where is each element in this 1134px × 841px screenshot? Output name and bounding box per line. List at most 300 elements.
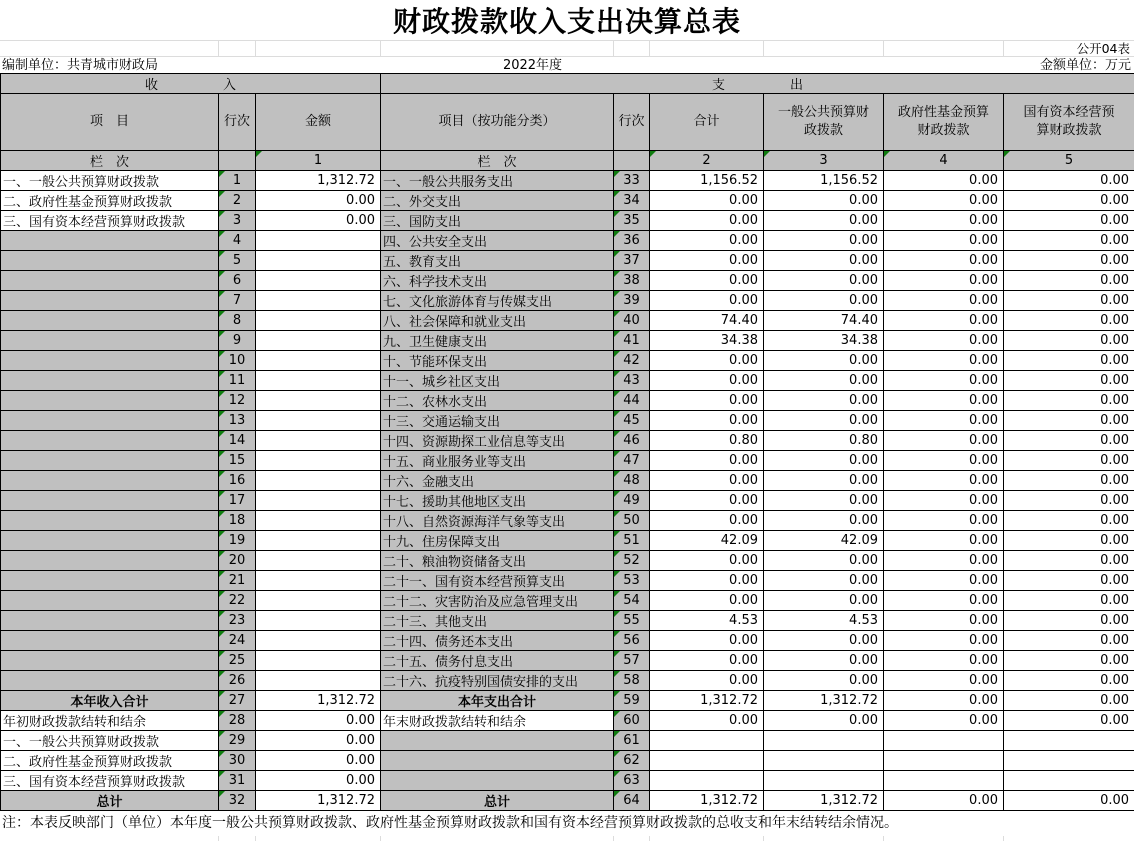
expenditure-total-cell[interactable]: 0.00 <box>650 591 764 611</box>
income-amount-cell[interactable] <box>256 471 381 491</box>
expenditure-govfund-cell[interactable]: 0.00 <box>884 191 1004 211</box>
expenditure-item-cell[interactable]: 总计 <box>381 791 614 811</box>
expenditure-statecap-cell[interactable]: 0.00 <box>1004 291 1134 311</box>
expenditure-total-cell[interactable]: 0.00 <box>650 251 764 271</box>
expenditure-total-cell[interactable]: 0.00 <box>650 191 764 211</box>
expenditure-govfund-cell[interactable]: 0.00 <box>884 491 1004 511</box>
income-amount-cell[interactable] <box>256 491 381 511</box>
income-line-cell[interactable]: 11 <box>219 371 256 391</box>
expenditure-item-cell[interactable]: 一、一般公共服务支出 <box>381 171 614 191</box>
income-amount-cell[interactable] <box>256 671 381 691</box>
income-amount-cell[interactable] <box>256 631 381 651</box>
expenditure-general-cell[interactable]: 0.00 <box>764 651 884 671</box>
income-item-cell[interactable] <box>1 311 219 331</box>
expenditure-govfund-cell[interactable]: 0.00 <box>884 651 1004 671</box>
expenditure-general-cell[interactable]: 0.00 <box>764 191 884 211</box>
income-item-cell[interactable] <box>1 331 219 351</box>
expenditure-general-cell[interactable]: 1,312.72 <box>764 791 884 811</box>
income-amount-cell[interactable] <box>256 571 381 591</box>
expenditure-line-cell[interactable]: 59 <box>614 691 650 711</box>
expenditure-item-cell[interactable]: 七、文化旅游体育与传媒支出 <box>381 291 614 311</box>
expenditure-govfund-cell[interactable]: 0.00 <box>884 231 1004 251</box>
expenditure-govfund-cell[interactable]: 0.00 <box>884 391 1004 411</box>
income-line-cell[interactable]: 12 <box>219 391 256 411</box>
expenditure-govfund-cell[interactable]: 0.00 <box>884 411 1004 431</box>
expenditure-govfund-cell[interactable]: 0.00 <box>884 371 1004 391</box>
expenditure-item-cell[interactable]: 二十、粮油物资储备支出 <box>381 551 614 571</box>
expenditure-column-4[interactable]: 4 <box>884 151 1004 171</box>
expenditure-general-cell[interactable]: 34.38 <box>764 331 884 351</box>
expenditure-line-cell[interactable]: 35 <box>614 211 650 231</box>
income-line-cell[interactable]: 6 <box>219 271 256 291</box>
expenditure-statecap-cell[interactable]: 0.00 <box>1004 671 1134 691</box>
expenditure-item-header[interactable]: 项目（按功能分类） <box>381 94 614 151</box>
income-item-cell[interactable] <box>1 291 219 311</box>
income-line-cell[interactable]: 16 <box>219 471 256 491</box>
expenditure-statecap-cell[interactable]: 0.00 <box>1004 611 1134 631</box>
income-amount-cell[interactable]: 1,312.72 <box>256 791 381 811</box>
income-item-cell[interactable] <box>1 471 219 491</box>
income-item-cell[interactable]: 三、国有资本经营预算财政拨款 <box>1 211 219 231</box>
expenditure-general-cell[interactable]: 0.00 <box>764 631 884 651</box>
expenditure-line-cell[interactable]: 52 <box>614 551 650 571</box>
income-line-cell[interactable]: 9 <box>219 331 256 351</box>
expenditure-line-cell[interactable]: 56 <box>614 631 650 651</box>
income-line-header[interactable]: 行次 <box>219 94 256 151</box>
expenditure-line-cell[interactable]: 60 <box>614 711 650 731</box>
expenditure-statecap-cell[interactable]: 0.00 <box>1004 551 1134 571</box>
expenditure-line-cell[interactable]: 41 <box>614 331 650 351</box>
expenditure-statecap-cell[interactable]: 0.00 <box>1004 171 1134 191</box>
expenditure-total-cell[interactable] <box>650 771 764 791</box>
expenditure-total-cell[interactable]: 0.00 <box>650 571 764 591</box>
expenditure-item-cell[interactable]: 十七、援助其他地区支出 <box>381 491 614 511</box>
expenditure-column-5[interactable]: 5 <box>1004 151 1134 171</box>
income-item-cell[interactable] <box>1 531 219 551</box>
income-amount-cell[interactable] <box>256 291 381 311</box>
income-item-cell[interactable] <box>1 571 219 591</box>
income-line-cell[interactable]: 7 <box>219 291 256 311</box>
expenditure-total-cell[interactable]: 0.00 <box>650 631 764 651</box>
expenditure-item-cell[interactable]: 十二、农林水支出 <box>381 391 614 411</box>
expenditure-item-cell[interactable]: 十九、住房保障支出 <box>381 531 614 551</box>
expenditure-item-cell[interactable]: 九、卫生健康支出 <box>381 331 614 351</box>
expenditure-statecap-cell[interactable]: 0.00 <box>1004 631 1134 651</box>
income-item-header[interactable]: 项 目 <box>1 94 219 151</box>
expenditure-item-cell[interactable]: 二十一、国有资本经营预算支出 <box>381 571 614 591</box>
income-line-cell[interactable]: 15 <box>219 451 256 471</box>
expenditure-total-cell[interactable]: 0.00 <box>650 411 764 431</box>
expenditure-statecap-cell[interactable]: 0.00 <box>1004 371 1134 391</box>
income-item-cell[interactable] <box>1 651 219 671</box>
expenditure-line-cell[interactable]: 63 <box>614 771 650 791</box>
income-item-cell[interactable] <box>1 671 219 691</box>
expenditure-govfund-cell[interactable]: 0.00 <box>884 291 1004 311</box>
expenditure-line-cell[interactable]: 62 <box>614 751 650 771</box>
expenditure-line-blank-cell[interactable] <box>614 151 650 171</box>
expenditure-statecap-cell[interactable]: 0.00 <box>1004 311 1134 331</box>
expenditure-statecap-cell[interactable] <box>1004 751 1134 771</box>
expenditure-line-cell[interactable]: 44 <box>614 391 650 411</box>
expenditure-total-cell[interactable]: 42.09 <box>650 531 764 551</box>
expenditure-item-cell[interactable]: 十一、城乡社区支出 <box>381 371 614 391</box>
expenditure-total-cell[interactable] <box>650 731 764 751</box>
expenditure-line-cell[interactable]: 36 <box>614 231 650 251</box>
expenditure-item-cell[interactable] <box>381 731 614 751</box>
income-line-cell[interactable]: 20 <box>219 551 256 571</box>
expenditure-general-cell[interactable]: 1,312.72 <box>764 691 884 711</box>
expenditure-general-cell[interactable] <box>764 731 884 751</box>
income-item-cell[interactable]: 二、政府性基金预算财政拨款 <box>1 751 219 771</box>
income-amount-cell[interactable] <box>256 351 381 371</box>
expenditure-govfund-cell[interactable]: 0.00 <box>884 451 1004 471</box>
income-line-cell[interactable]: 10 <box>219 351 256 371</box>
income-item-cell[interactable] <box>1 411 219 431</box>
expenditure-govfund-cell[interactable]: 0.00 <box>884 271 1004 291</box>
income-item-cell[interactable] <box>1 251 219 271</box>
expenditure-govfund-cell[interactable]: 0.00 <box>884 311 1004 331</box>
expenditure-item-cell[interactable]: 十、节能环保支出 <box>381 351 614 371</box>
expenditure-statecap-cell[interactable]: 0.00 <box>1004 231 1134 251</box>
expenditure-line-cell[interactable]: 45 <box>614 411 650 431</box>
income-item-cell[interactable]: 二、政府性基金预算财政拨款 <box>1 191 219 211</box>
expenditure-general-cell[interactable]: 0.00 <box>764 491 884 511</box>
expenditure-statecap-cell[interactable]: 0.00 <box>1004 531 1134 551</box>
expenditure-line-cell[interactable]: 64 <box>614 791 650 811</box>
expenditure-column-2[interactable]: 2 <box>650 151 764 171</box>
expenditure-total-cell[interactable]: 1,312.72 <box>650 791 764 811</box>
income-line-cell[interactable]: 28 <box>219 711 256 731</box>
expenditure-govfund-cell[interactable]: 0.00 <box>884 671 1004 691</box>
income-line-cell[interactable]: 29 <box>219 731 256 751</box>
expenditure-total-cell[interactable]: 0.00 <box>650 271 764 291</box>
expenditure-statecap-cell[interactable]: 0.00 <box>1004 511 1134 531</box>
income-item-cell[interactable] <box>1 491 219 511</box>
expenditure-general-cell[interactable]: 0.00 <box>764 251 884 271</box>
income-item-cell[interactable] <box>1 611 219 631</box>
expenditure-section-header[interactable]: 支 出 <box>381 74 1134 94</box>
income-amount-cell[interactable]: 1,312.72 <box>256 691 381 711</box>
expenditure-item-cell[interactable]: 十三、交通运输支出 <box>381 411 614 431</box>
income-line-cell[interactable]: 30 <box>219 751 256 771</box>
expenditure-govfund-cell[interactable]: 0.00 <box>884 551 1004 571</box>
expenditure-line-cell[interactable]: 47 <box>614 451 650 471</box>
expenditure-state-capital-header[interactable] <box>1004 94 1134 151</box>
expenditure-govfund-cell[interactable]: 0.00 <box>884 791 1004 811</box>
expenditure-line-cell[interactable]: 51 <box>614 531 650 551</box>
income-column-label[interactable]: 栏 次 <box>1 151 219 171</box>
expenditure-statecap-cell[interactable]: 0.00 <box>1004 791 1134 811</box>
income-line-cell[interactable]: 24 <box>219 631 256 651</box>
income-amount-cell[interactable] <box>256 371 381 391</box>
expenditure-general-cell[interactable]: 0.00 <box>764 671 884 691</box>
income-section-header[interactable]: 收 入 <box>1 74 381 94</box>
expenditure-govfund-cell[interactable]: 0.00 <box>884 171 1004 191</box>
expenditure-total-cell[interactable]: 1,156.52 <box>650 171 764 191</box>
expenditure-total-cell[interactable]: 0.00 <box>650 211 764 231</box>
expenditure-total-cell[interactable]: 0.80 <box>650 431 764 451</box>
income-line-cell[interactable]: 23 <box>219 611 256 631</box>
expenditure-line-cell[interactable]: 40 <box>614 311 650 331</box>
income-amount-cell[interactable] <box>256 651 381 671</box>
expenditure-item-cell[interactable]: 十五、商业服务业等支出 <box>381 451 614 471</box>
income-amount-cell[interactable]: 1,312.72 <box>256 171 381 191</box>
income-item-cell[interactable]: 一、一般公共预算财政拨款 <box>1 731 219 751</box>
expenditure-line-header[interactable]: 行次 <box>614 94 650 151</box>
expenditure-general-cell[interactable]: 0.00 <box>764 371 884 391</box>
income-amount-cell[interactable] <box>256 231 381 251</box>
expenditure-general-cell[interactable]: 0.00 <box>764 511 884 531</box>
income-amount-cell[interactable]: 0.00 <box>256 751 381 771</box>
expenditure-govfund-cell[interactable]: 0.00 <box>884 531 1004 551</box>
income-amount-cell[interactable] <box>256 511 381 531</box>
expenditure-statecap-cell[interactable]: 0.00 <box>1004 571 1134 591</box>
income-amount-cell[interactable] <box>256 311 381 331</box>
expenditure-total-cell[interactable]: 0.00 <box>650 471 764 491</box>
expenditure-item-cell[interactable]: 八、社会保障和就业支出 <box>381 311 614 331</box>
expenditure-item-cell[interactable]: 三、国防支出 <box>381 211 614 231</box>
expenditure-total-cell[interactable]: 0.00 <box>650 291 764 311</box>
income-amount-cell[interactable]: 0.00 <box>256 191 381 211</box>
expenditure-total-cell[interactable]: 4.53 <box>650 611 764 631</box>
expenditure-statecap-cell[interactable]: 0.00 <box>1004 271 1134 291</box>
income-line-cell[interactable]: 21 <box>219 571 256 591</box>
expenditure-item-cell[interactable]: 六、科学技术支出 <box>381 271 614 291</box>
income-item-cell[interactable] <box>1 431 219 451</box>
expenditure-govfund-cell[interactable]: 0.00 <box>884 431 1004 451</box>
expenditure-line-cell[interactable]: 37 <box>614 251 650 271</box>
expenditure-total-cell[interactable]: 0.00 <box>650 511 764 531</box>
expenditure-total-cell[interactable]: 0.00 <box>650 491 764 511</box>
expenditure-total-cell[interactable]: 0.00 <box>650 551 764 571</box>
income-line-cell[interactable]: 22 <box>219 591 256 611</box>
expenditure-item-cell[interactable]: 十八、自然资源海洋气象等支出 <box>381 511 614 531</box>
expenditure-item-cell[interactable]: 本年支出合计 <box>381 691 614 711</box>
expenditure-govfund-cell[interactable] <box>884 731 1004 751</box>
income-line-cell[interactable]: 14 <box>219 431 256 451</box>
expenditure-general-cell[interactable]: 0.80 <box>764 431 884 451</box>
expenditure-total-cell[interactable]: 0.00 <box>650 351 764 371</box>
expenditure-item-cell[interactable]: 年末财政拨款结转和结余 <box>381 711 614 731</box>
income-amount-cell[interactable] <box>256 591 381 611</box>
expenditure-general-budget-header[interactable] <box>764 94 884 151</box>
expenditure-general-cell[interactable]: 74.40 <box>764 311 884 331</box>
income-item-cell[interactable]: 年初财政拨款结转和结余 <box>1 711 219 731</box>
expenditure-statecap-cell[interactable]: 0.00 <box>1004 651 1134 671</box>
expenditure-general-cell[interactable]: 0.00 <box>764 711 884 731</box>
expenditure-statecap-cell[interactable]: 0.00 <box>1004 351 1134 371</box>
expenditure-general-cell[interactable]: 4.53 <box>764 611 884 631</box>
income-line-cell[interactable]: 5 <box>219 251 256 271</box>
income-line-cell[interactable]: 1 <box>219 171 256 191</box>
expenditure-total-header[interactable]: 合计 <box>650 94 764 151</box>
expenditure-line-cell[interactable]: 50 <box>614 511 650 531</box>
income-line-cell[interactable]: 2 <box>219 191 256 211</box>
income-item-cell[interactable] <box>1 351 219 371</box>
income-item-cell[interactable] <box>1 391 219 411</box>
expenditure-item-cell[interactable]: 二十二、灾害防治及应急管理支出 <box>381 591 614 611</box>
expenditure-general-cell[interactable]: 0.00 <box>764 571 884 591</box>
expenditure-statecap-cell[interactable]: 0.00 <box>1004 591 1134 611</box>
income-amount-cell[interactable] <box>256 251 381 271</box>
expenditure-line-cell[interactable]: 49 <box>614 491 650 511</box>
income-amount-cell[interactable]: 0.00 <box>256 771 381 791</box>
expenditure-item-cell[interactable] <box>381 771 614 791</box>
expenditure-item-cell[interactable]: 二十四、债务还本支出 <box>381 631 614 651</box>
expenditure-total-cell[interactable]: 0.00 <box>650 671 764 691</box>
expenditure-line-cell[interactable]: 34 <box>614 191 650 211</box>
expenditure-govfund-cell[interactable]: 0.00 <box>884 331 1004 351</box>
income-line-cell[interactable]: 3 <box>219 211 256 231</box>
expenditure-item-cell[interactable]: 二十六、抗疫特别国债安排的支出 <box>381 671 614 691</box>
expenditure-govfund-cell[interactable]: 0.00 <box>884 631 1004 651</box>
expenditure-total-cell[interactable]: 0.00 <box>650 711 764 731</box>
expenditure-total-cell[interactable]: 0.00 <box>650 451 764 471</box>
income-item-cell[interactable] <box>1 551 219 571</box>
income-amount-cell[interactable] <box>256 611 381 631</box>
income-line-cell[interactable]: 27 <box>219 691 256 711</box>
income-amount-cell[interactable]: 0.00 <box>256 731 381 751</box>
income-line-cell[interactable]: 8 <box>219 311 256 331</box>
expenditure-govfund-cell[interactable]: 0.00 <box>884 571 1004 591</box>
income-line-cell[interactable]: 19 <box>219 531 256 551</box>
income-amount-header[interactable]: 金额 <box>256 94 381 151</box>
expenditure-total-cell[interactable]: 0.00 <box>650 371 764 391</box>
expenditure-govfund-cell[interactable]: 0.00 <box>884 711 1004 731</box>
expenditure-general-cell[interactable]: 0.00 <box>764 351 884 371</box>
expenditure-item-cell[interactable]: 五、教育支出 <box>381 251 614 271</box>
expenditure-statecap-cell[interactable]: 0.00 <box>1004 191 1134 211</box>
expenditure-total-cell[interactable]: 1,312.72 <box>650 691 764 711</box>
income-line-cell[interactable]: 17 <box>219 491 256 511</box>
expenditure-general-cell[interactable] <box>764 771 884 791</box>
expenditure-statecap-cell[interactable] <box>1004 731 1134 751</box>
income-amount-cell[interactable] <box>256 431 381 451</box>
expenditure-general-cell[interactable]: 0.00 <box>764 271 884 291</box>
expenditure-govfund-cell[interactable] <box>884 751 1004 771</box>
expenditure-total-cell[interactable]: 74.40 <box>650 311 764 331</box>
expenditure-general-cell[interactable]: 0.00 <box>764 411 884 431</box>
expenditure-line-cell[interactable]: 48 <box>614 471 650 491</box>
income-item-cell[interactable]: 一、一般公共预算财政拨款 <box>1 171 219 191</box>
income-item-cell[interactable] <box>1 271 219 291</box>
expenditure-statecap-cell[interactable]: 0.00 <box>1004 471 1134 491</box>
expenditure-statecap-cell[interactable]: 0.00 <box>1004 691 1134 711</box>
expenditure-gov-fund-header[interactable] <box>884 94 1004 151</box>
expenditure-statecap-cell[interactable]: 0.00 <box>1004 391 1134 411</box>
expenditure-general-cell[interactable]: 1,156.52 <box>764 171 884 191</box>
expenditure-general-cell[interactable]: 0.00 <box>764 231 884 251</box>
expenditure-total-cell[interactable]: 0.00 <box>650 391 764 411</box>
expenditure-line-cell[interactable]: 61 <box>614 731 650 751</box>
expenditure-line-cell[interactable]: 54 <box>614 591 650 611</box>
expenditure-govfund-cell[interactable]: 0.00 <box>884 251 1004 271</box>
expenditure-govfund-cell[interactable]: 0.00 <box>884 511 1004 531</box>
expenditure-statecap-cell[interactable]: 0.00 <box>1004 411 1134 431</box>
expenditure-statecap-cell[interactable]: 0.00 <box>1004 451 1134 471</box>
income-amount-cell[interactable] <box>256 531 381 551</box>
expenditure-statecap-cell[interactable]: 0.00 <box>1004 331 1134 351</box>
expenditure-general-cell[interactable]: 0.00 <box>764 391 884 411</box>
expenditure-item-cell[interactable]: 二十五、债务付息支出 <box>381 651 614 671</box>
expenditure-statecap-cell[interactable]: 0.00 <box>1004 211 1134 231</box>
expenditure-govfund-cell[interactable]: 0.00 <box>884 591 1004 611</box>
expenditure-govfund-cell[interactable]: 0.00 <box>884 611 1004 631</box>
income-amount-cell[interactable] <box>256 271 381 291</box>
expenditure-line-cell[interactable]: 55 <box>614 611 650 631</box>
expenditure-column-3[interactable]: 3 <box>764 151 884 171</box>
expenditure-line-cell[interactable]: 58 <box>614 671 650 691</box>
expenditure-item-cell[interactable]: 十四、资源勘探工业信息等支出 <box>381 431 614 451</box>
income-amount-cell[interactable] <box>256 551 381 571</box>
income-line-cell[interactable]: 26 <box>219 671 256 691</box>
income-item-cell[interactable] <box>1 631 219 651</box>
income-amount-cell[interactable] <box>256 391 381 411</box>
income-item-cell[interactable] <box>1 371 219 391</box>
expenditure-line-cell[interactable]: 39 <box>614 291 650 311</box>
expenditure-column-label[interactable]: 栏 次 <box>381 151 614 171</box>
expenditure-line-cell[interactable]: 42 <box>614 351 650 371</box>
expenditure-line-cell[interactable]: 43 <box>614 371 650 391</box>
income-amount-cell[interactable]: 0.00 <box>256 211 381 231</box>
income-item-cell[interactable] <box>1 511 219 531</box>
expenditure-govfund-cell[interactable]: 0.00 <box>884 691 1004 711</box>
income-line-cell[interactable]: 18 <box>219 511 256 531</box>
expenditure-govfund-cell[interactable]: 0.00 <box>884 471 1004 491</box>
expenditure-item-cell[interactable]: 二十三、其他支出 <box>381 611 614 631</box>
expenditure-line-cell[interactable]: 46 <box>614 431 650 451</box>
income-line-cell[interactable]: 13 <box>219 411 256 431</box>
income-line-blank-cell[interactable] <box>219 151 256 171</box>
expenditure-line-cell[interactable]: 57 <box>614 651 650 671</box>
income-item-cell[interactable] <box>1 231 219 251</box>
expenditure-statecap-cell[interactable]: 0.00 <box>1004 251 1134 271</box>
expenditure-govfund-cell[interactable] <box>884 771 1004 791</box>
expenditure-line-cell[interactable]: 38 <box>614 271 650 291</box>
expenditure-general-cell[interactable]: 0.00 <box>764 211 884 231</box>
income-amount-cell[interactable] <box>256 331 381 351</box>
income-amount-cell[interactable] <box>256 411 381 431</box>
expenditure-item-cell[interactable]: 四、公共安全支出 <box>381 231 614 251</box>
expenditure-line-cell[interactable]: 33 <box>614 171 650 191</box>
income-line-cell[interactable]: 32 <box>219 791 256 811</box>
expenditure-general-cell[interactable]: 0.00 <box>764 451 884 471</box>
expenditure-total-cell[interactable]: 34.38 <box>650 331 764 351</box>
income-item-cell[interactable]: 总计 <box>1 791 219 811</box>
income-item-cell[interactable]: 三、国有资本经营预算财政拨款 <box>1 771 219 791</box>
expenditure-item-cell[interactable]: 十六、金融支出 <box>381 471 614 491</box>
expenditure-statecap-cell[interactable] <box>1004 771 1134 791</box>
expenditure-general-cell[interactable] <box>764 751 884 771</box>
expenditure-general-cell[interactable]: 0.00 <box>764 591 884 611</box>
income-amount-cell[interactable] <box>256 451 381 471</box>
income-line-cell[interactable]: 4 <box>219 231 256 251</box>
expenditure-govfund-cell[interactable]: 0.00 <box>884 211 1004 231</box>
income-item-cell[interactable] <box>1 591 219 611</box>
expenditure-item-cell[interactable] <box>381 751 614 771</box>
expenditure-statecap-cell[interactable]: 0.00 <box>1004 711 1134 731</box>
income-item-cell[interactable]: 本年收入合计 <box>1 691 219 711</box>
expenditure-line-cell[interactable]: 53 <box>614 571 650 591</box>
expenditure-total-cell[interactable]: 0.00 <box>650 231 764 251</box>
expenditure-total-cell[interactable] <box>650 751 764 771</box>
income-line-cell[interactable]: 31 <box>219 771 256 791</box>
expenditure-item-cell[interactable]: 二、外交支出 <box>381 191 614 211</box>
expenditure-general-cell[interactable]: 0.00 <box>764 551 884 571</box>
expenditure-general-cell[interactable]: 0.00 <box>764 291 884 311</box>
expenditure-general-cell[interactable]: 42.09 <box>764 531 884 551</box>
income-column-1[interactable]: 1 <box>256 151 381 171</box>
